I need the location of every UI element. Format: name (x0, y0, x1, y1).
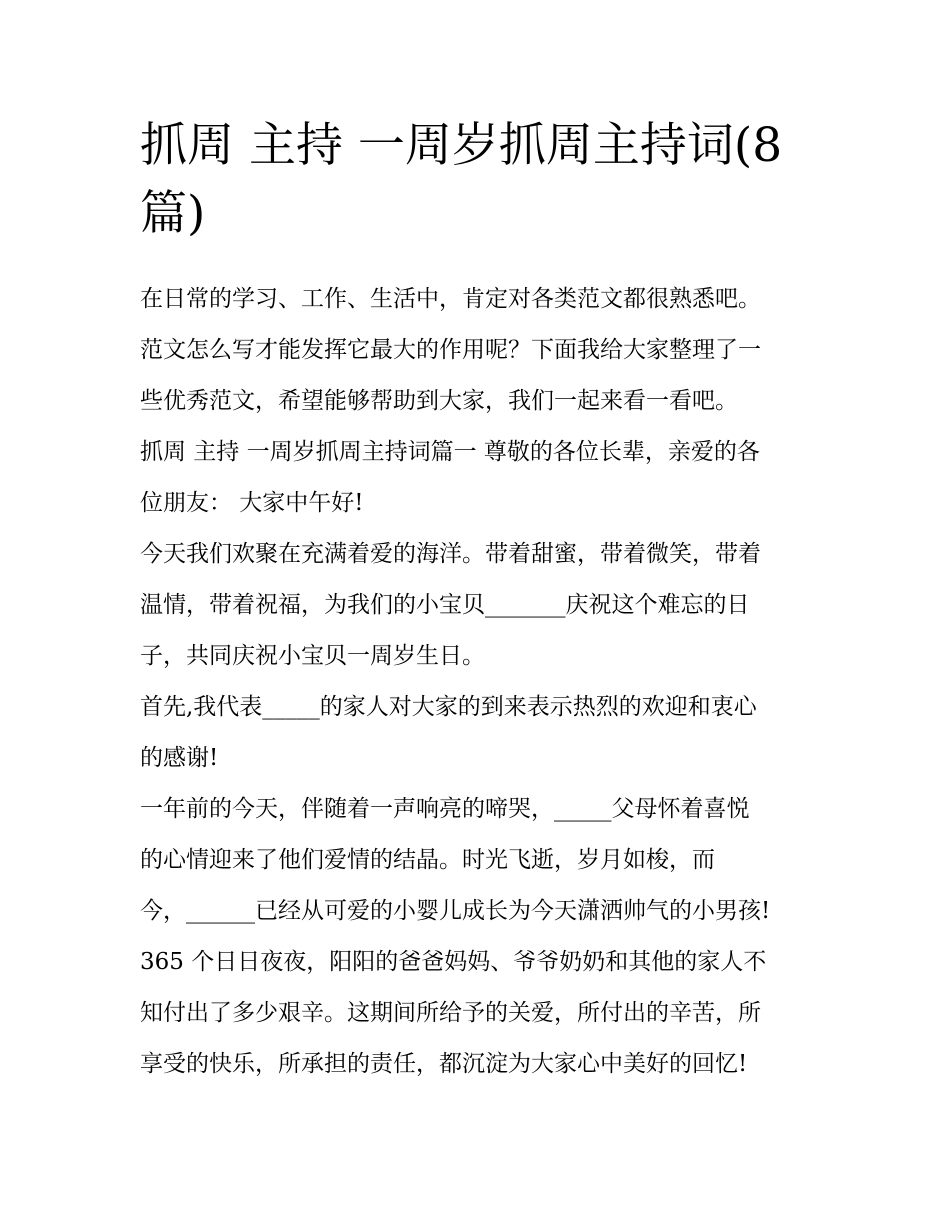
body-line: 位朋友： 大家中午好! (140, 490, 364, 516)
body-line: 的感谢! (140, 745, 219, 771)
body-line: 些优秀范文，希望能够帮助到大家，我们一起来看一看吧。 (140, 388, 738, 414)
document-body (140, 274, 830, 1090)
body-line: 享受的快乐，所承担的责任，都沉淀为大家心中美好的回忆! (140, 1051, 748, 1077)
body-line: 今，______已经从可爱的小婴儿成长为今天潇洒帅气的小男孩! (140, 898, 771, 924)
body-line: 在日常的学习、工作、生活中，肯定对各类范文都很熟悉吧。 (140, 286, 761, 312)
body-line: 的心情迎来了他们爱情的结晶。时光飞逝，岁月如梭，而 (140, 847, 715, 873)
body-line: 知付出了多少艰辛。这期间所给予的关爱，所付出的辛苦，所 (140, 1000, 761, 1026)
body-line: 范文怎么写才能发挥它最大的作用呢？下面我给大家整理了一 (140, 337, 761, 363)
body-line: 一年前的今天，伴随着一声响亮的啼哭，_____父母怀着喜悦 (140, 796, 750, 822)
document-title-line-1: 抓周 主持 一周岁抓周主持词(8 (140, 118, 783, 173)
body-line: 365 个日日夜夜，阳阳的爸爸妈妈、爷爷奶奶和其他的家人不 (140, 949, 767, 975)
body-line: 温情，带着祝福，为我们的小宝贝_______庆祝这个难忘的日 (140, 592, 750, 618)
body-line: 首先,我代表_____的家人对大家的到来表示热烈的欢迎和衷心 (140, 694, 757, 720)
body-line: 抓周 主持 一周岁抓周主持词篇一 尊敬的各位长辈，亲爱的各 (140, 439, 760, 465)
body-line: 子，共同庆祝小宝贝一周岁生日。 (140, 643, 485, 669)
document-title-line-2: 篇) (140, 186, 206, 241)
body-line: 今天我们欢聚在充满着爱的海洋。带着甜蜜，带着微笑，带着 (140, 541, 761, 567)
document-title (140, 112, 830, 248)
